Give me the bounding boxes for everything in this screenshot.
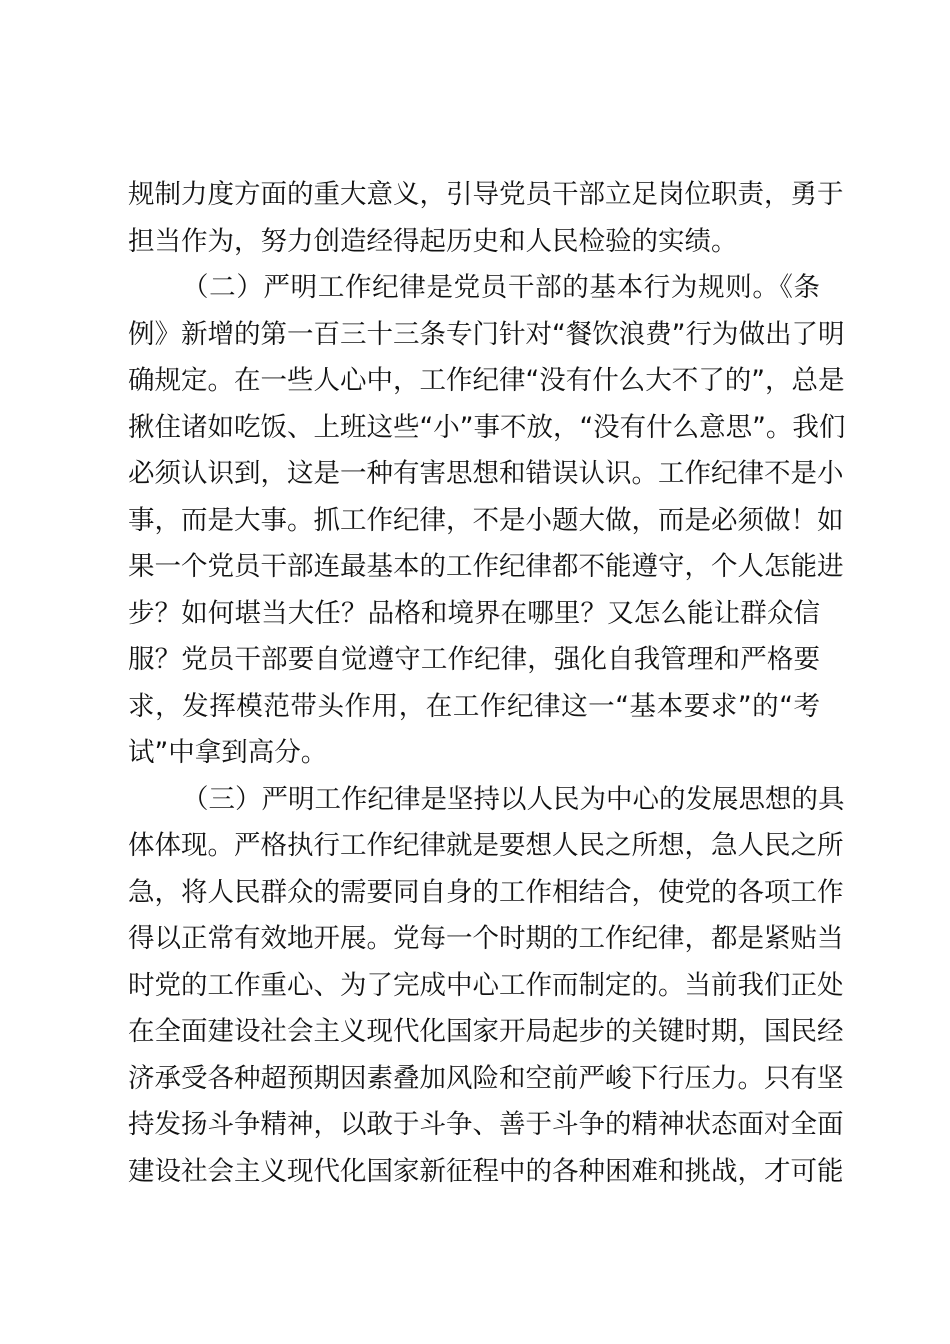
text-line: 试”中拿到高分。 xyxy=(128,737,328,768)
section-heading-line: （三）严明工作纪律是坚持以人民为中心的发展思想的具 xyxy=(182,783,845,815)
text-line: 急，将人民群众的需要同自身的工作相结合，使党的各项工作 xyxy=(128,876,844,908)
text-line: 例》新增的第一百三十三条专门针对“餐饮浪费”行为做出了明 xyxy=(128,318,845,350)
text-line: 持发扬斗争精神，以敢于斗争、善于斗争的精神状态面对全面 xyxy=(128,1109,844,1140)
text-line: 揪住诸如吃饭、上班这些“小”事不放，“没有什么意思”。我们 xyxy=(128,411,846,443)
text-line: 济承受各种超预期因素叠加风险和空前严峻下行压力。只有坚 xyxy=(128,1062,844,1094)
text-line: 时党的工作重心、为了完成中心工作而制定的。当前我们正处 xyxy=(128,969,844,1001)
text-line: 规制力度方面的重大意义，引导党员干部立足岗位职责，勇于 xyxy=(128,179,844,210)
text-line: 事，而是大事。抓工作纪律，不是小题大做，而是必须做！如 xyxy=(128,504,844,536)
section-heading-line: （二）严明工作纪律是党员干部的基本行为规则。《条 xyxy=(182,272,820,303)
text-line: 服？党员干部要自觉遵守工作纪律，强化自我管理和严格要 xyxy=(128,644,820,675)
text-line: 果一个党员干部连最基本的工作纪律都不能遵守，个人怎能进 xyxy=(128,551,844,582)
document-body xyxy=(128,172,846,1195)
text-line: 得以正常有效地开展。党每一个时期的工作纪律，都是紧贴当 xyxy=(128,923,844,954)
text-line: 步？如何堪当大任？品格和境界在哪里？又怎么能让群众信 xyxy=(128,597,820,629)
text-line: 在全面建设社会主义现代化国家开局起步的关键时期，国民经 xyxy=(128,1016,844,1047)
text-line: 必须认识到，这是一种有害思想和错误认识。工作纪律不是小 xyxy=(128,458,844,489)
text-line: 建设社会主义现代化国家新征程中的各种困难和挑战，才可能 xyxy=(128,1155,844,1187)
text-line: 体体现。严格执行工作纪律就是要想人民之所想，急人民之所 xyxy=(128,830,844,861)
text-line: 担当作为，努力创造经得起历史和人民检验的实绩。 xyxy=(128,225,738,257)
text-line: 确规定。在一些人心中，工作纪律“没有什么大不了的”，总是 xyxy=(128,365,845,396)
text-line: 求，发挥模范带头作用，在工作纪律这一“基本要求”的“考 xyxy=(128,690,820,722)
